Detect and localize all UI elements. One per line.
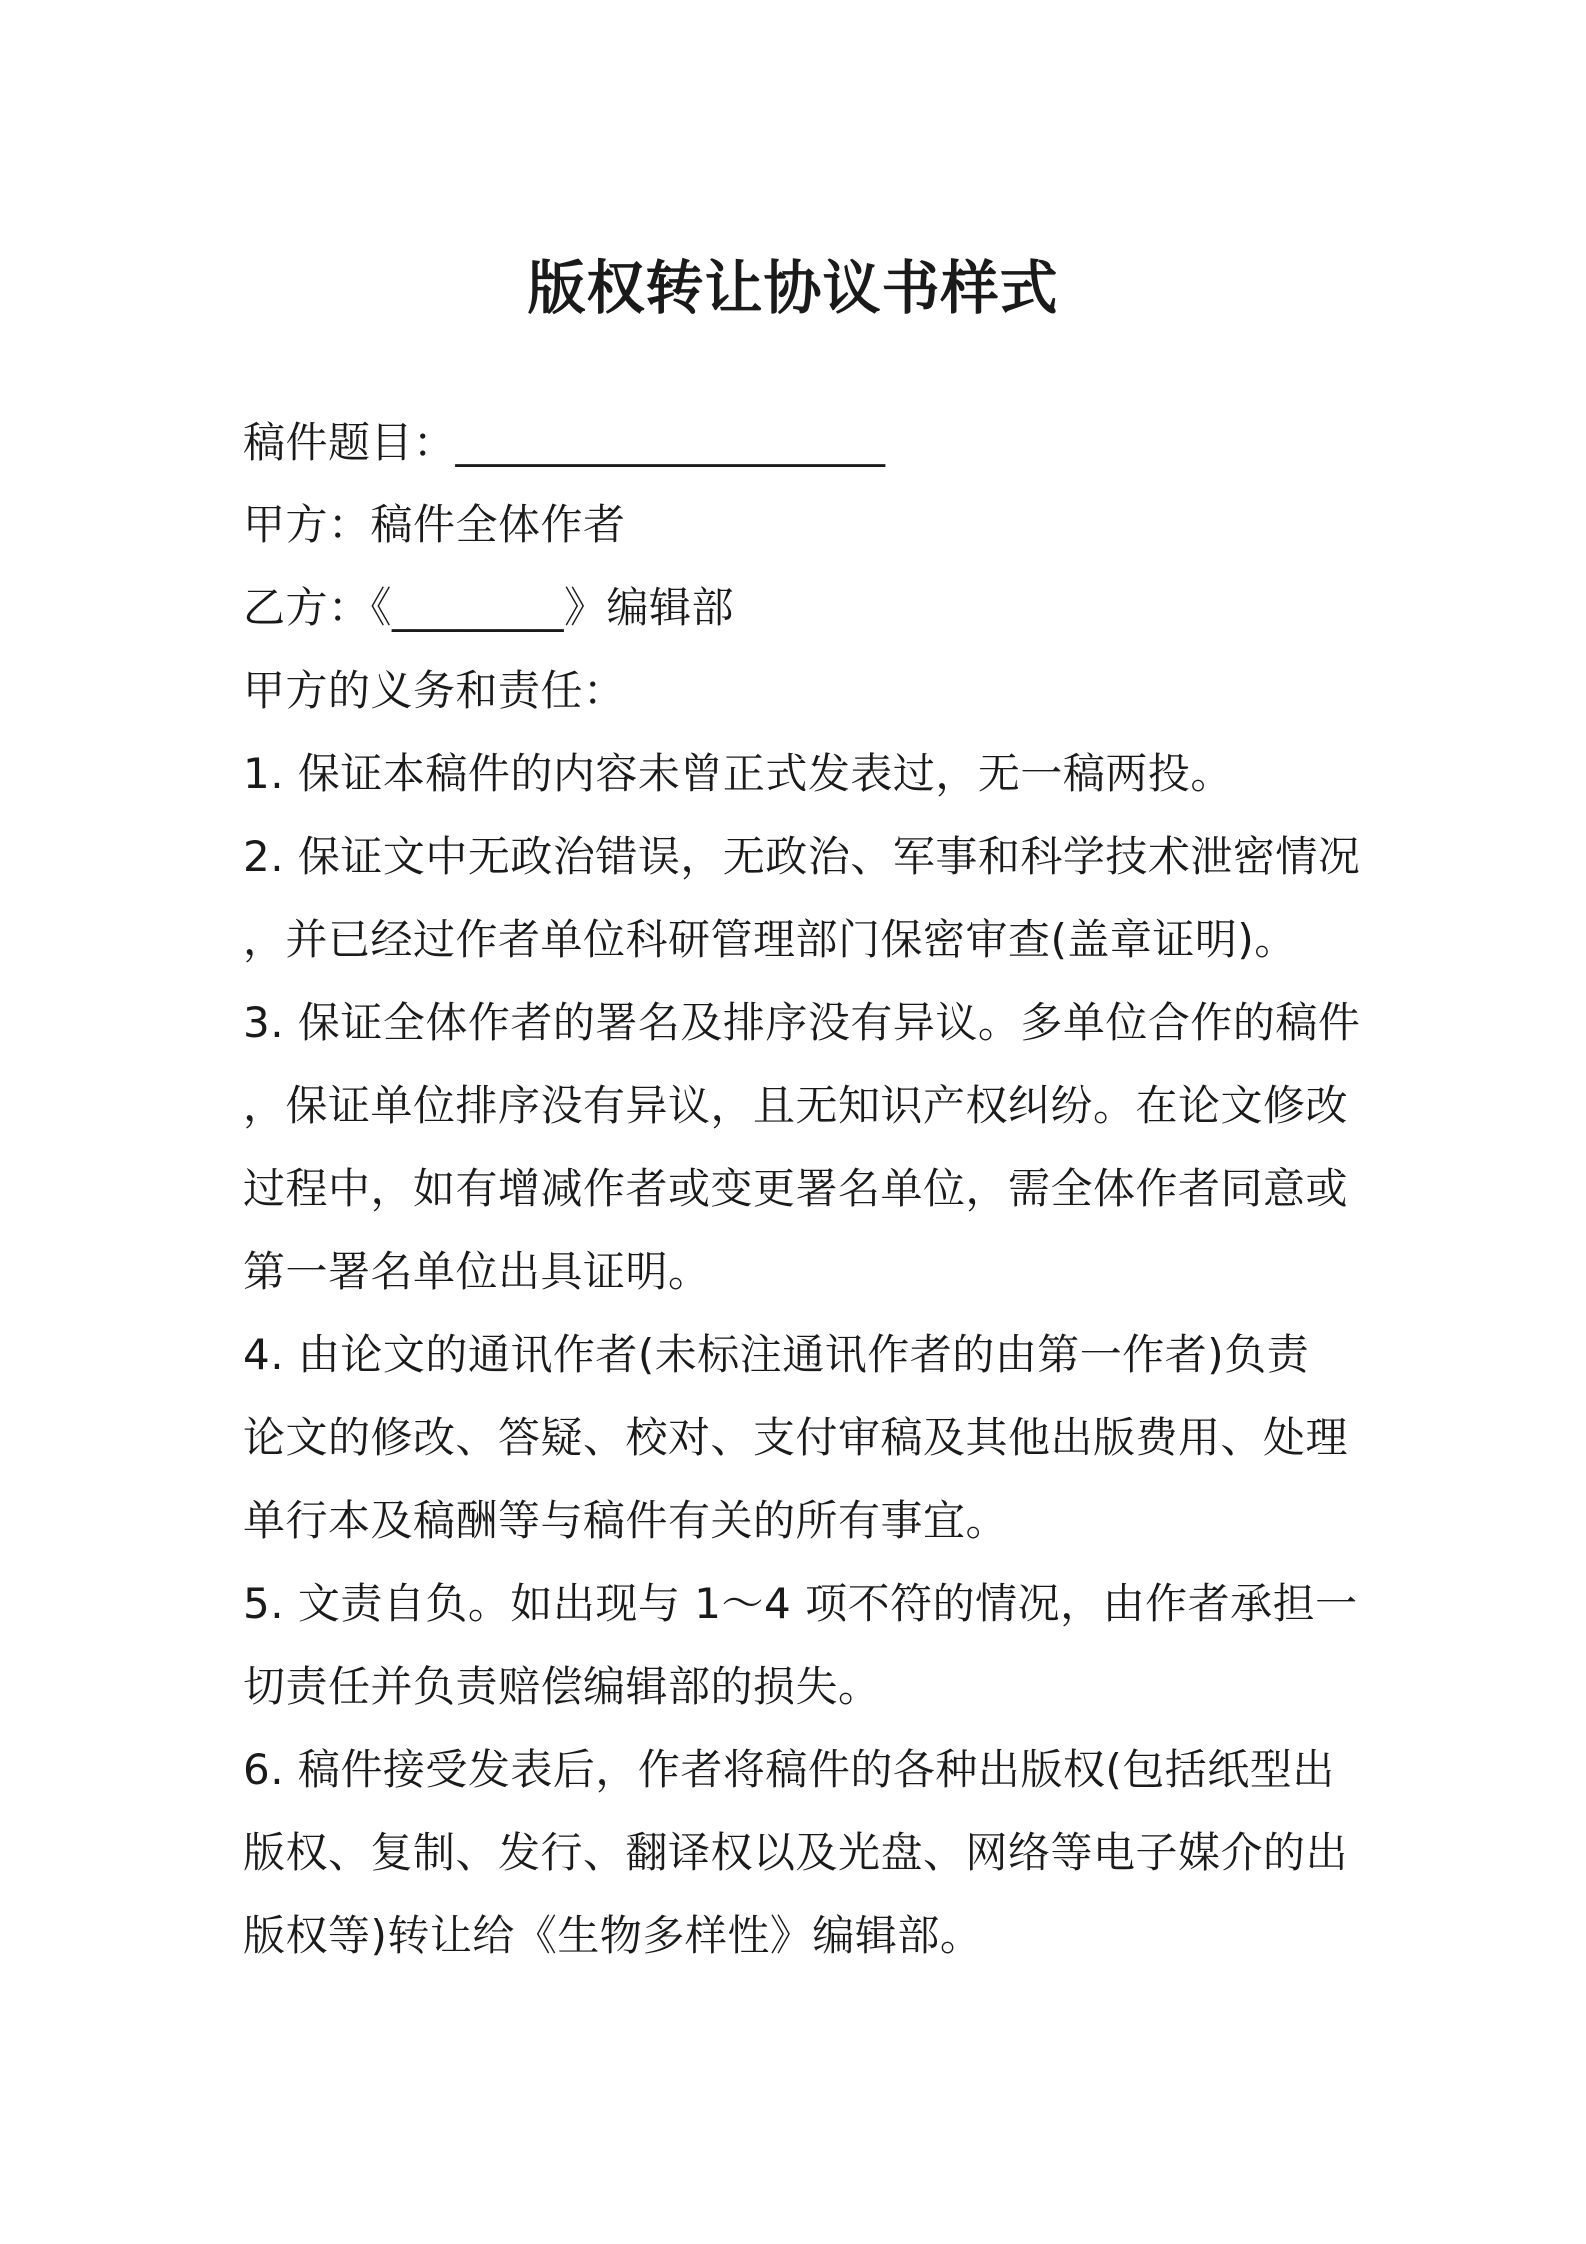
clause-3-line-1: 3. 保证全体作者的署名及排序没有异议。多单位合作的稿件	[243, 998, 1361, 1047]
party-a-line: 甲方：稿件全体作者	[243, 500, 626, 549]
clause-6-line-1: 6. 稿件接受发表后，作者将稿件的各种出版权(包括纸型出	[243, 1745, 1335, 1794]
clause-5-line-1: 5. 文责自负。如出现与 1～4 项不符的情况，由作者承担一	[243, 1579, 1358, 1628]
obligations-heading: 甲方的义务和责任：	[243, 666, 626, 715]
clause-4-line-3: 单行本及稿酬等与稿件有关的所有事宜。	[243, 1496, 1009, 1545]
clause-5-line-2: 切责任并负责赔偿编辑部的损失。	[243, 1662, 881, 1711]
clause-3-line-3: 过程中，如有增减作者或变更署名单位，需全体作者同意或	[243, 1164, 1349, 1213]
party-b-line: 乙方：《________》编辑部	[243, 583, 735, 632]
clause-3-line-2: ，保证单位排序没有异议，且无知识产权纠纷。在论文修改	[243, 1081, 1349, 1130]
document-title: 版权转让协议书样式	[527, 254, 1059, 322]
clause-6-line-2: 版权、复制、发行、翻译权以及光盘、网络等电子媒介的出	[243, 1828, 1349, 1877]
clause-4-line-1: 4. 由论文的通讯作者(未标注通讯作者的由第一作者)负责	[243, 1330, 1310, 1379]
clause-2-line-2: ，并已经过作者单位科研管理部门保密审查(盖章证明)。	[243, 915, 1297, 964]
clause-4-line-2: 论文的修改、答疑、校对、支付审稿及其他出版费用、处理	[243, 1413, 1349, 1462]
clause-2-line-1: 2. 保证文中无政治错误，无政治、军事和科学技术泄密情况	[243, 832, 1361, 881]
clause-6-line-3: 版权等)转让给《生物多样性》编辑部。	[243, 1911, 983, 1960]
clause-3-line-4: 第一署名单位出具证明。	[243, 1247, 711, 1296]
clause-1-line-1: 1. 保证本稿件的内容未曾正式发表过，无一稿两投。	[243, 749, 1233, 798]
manuscript-title-line: 稿件题目：____________________	[243, 418, 886, 467]
